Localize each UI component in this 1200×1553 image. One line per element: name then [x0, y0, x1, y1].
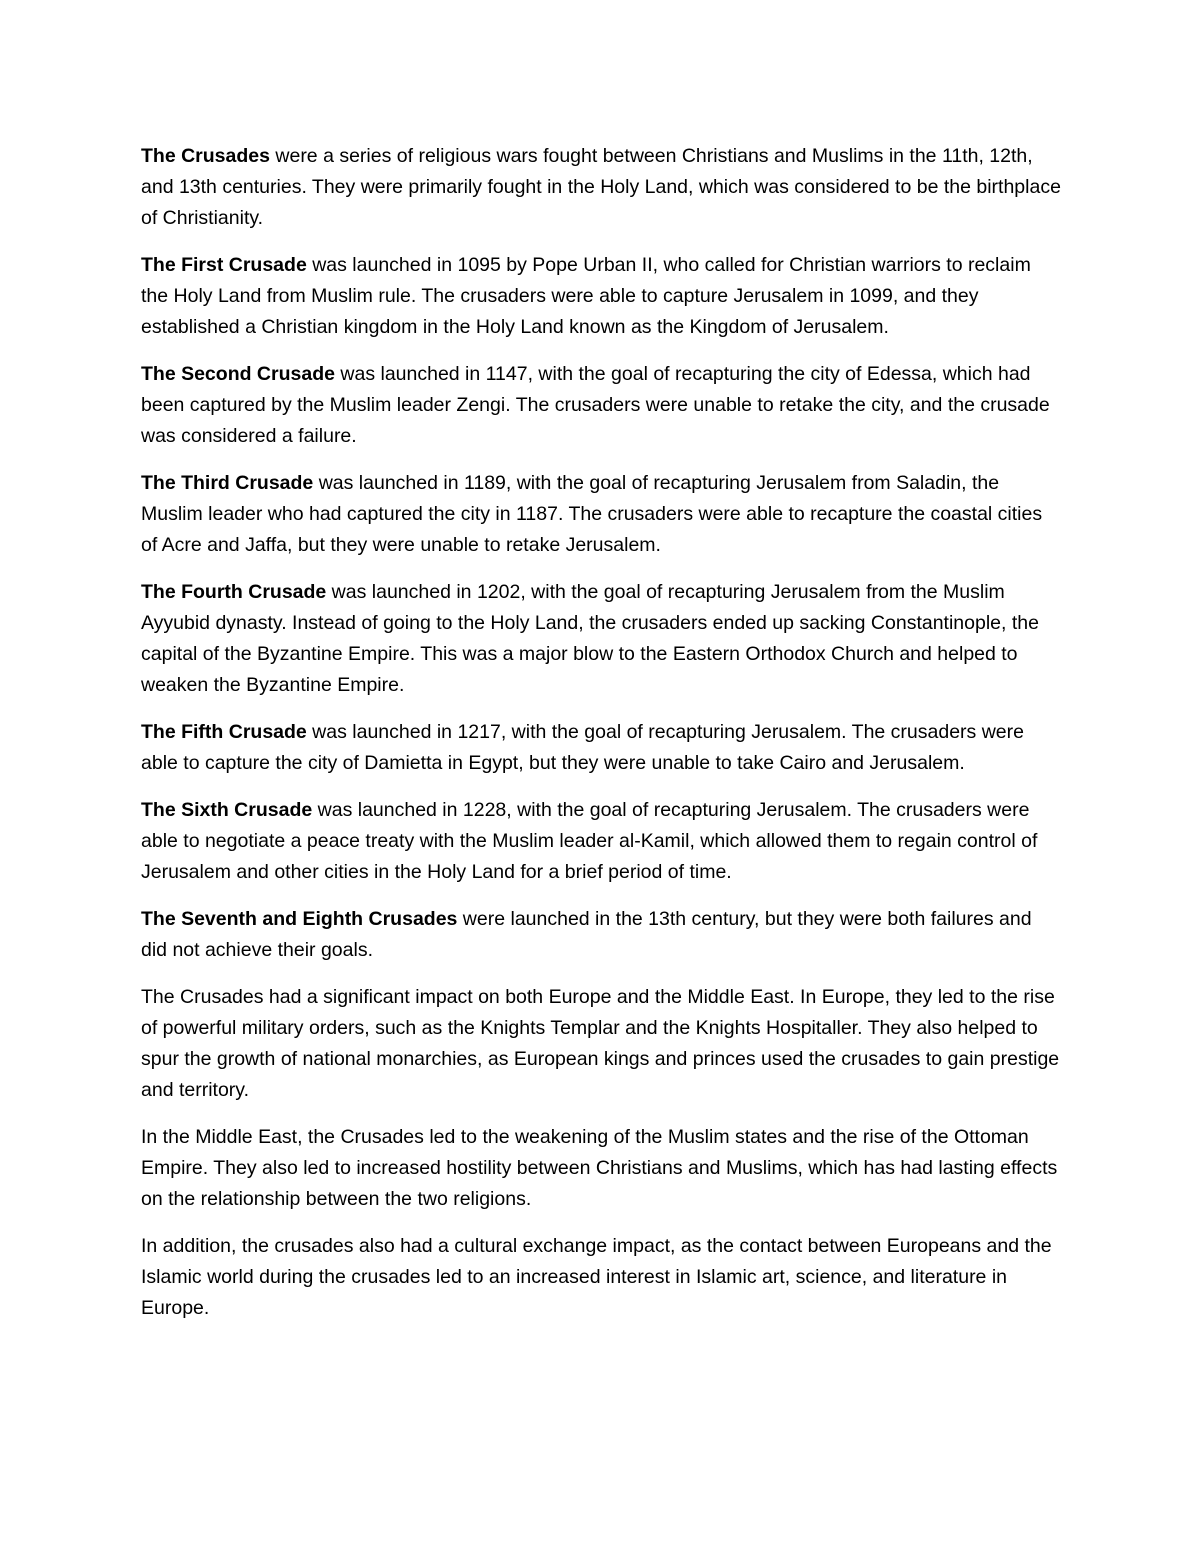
paragraph-fifth-crusade [141, 717, 1061, 779]
paragraph-lead: The Seventh and Eighth Crusades [141, 908, 458, 930]
paragraph-text: was launched in 1202, with the goal of recapturing Jerusalem from the Muslim Ayyubid dynasty. Instead of going to the Holy Land, the crusaders ended up sacking Constantinople, the capital of the Byzantine Empire. This was a major blow to the Eastern Orthodox Church and helped to weaken the Byzantine Empire. [141, 581, 1039, 696]
paragraph-text: was launched in 1217, with the goal of recapturing Jerusalem. The crusaders were able to capture the city of Damietta in Egypt, but they were unable to take Cairo and Jerusalem. [141, 721, 1024, 774]
paragraph-text: was launched in 1189, with the goal of recapturing Jerusalem from Saladin, the Muslim leader who had captured the city in 1187. The crusaders were able to recapture the coastal cities of Acre and Jaffa, but they were unable to retake Jerusalem. [141, 472, 1043, 556]
paragraph-impact-europe [141, 982, 1061, 1106]
paragraph-fourth-crusade [141, 577, 1061, 701]
paragraph-lead: The Second Crusade [141, 363, 335, 385]
paragraph-text: were launched in the 13th century, but they were both failures and did not achieve their goals. [141, 908, 1032, 961]
paragraph-text: The Crusades had a significant impact on both Europe and the Middle East. In Europe, they led to the rise of powerful military orders, such as the Knights Templar and the Knights Hospitaller. They also helped to spur the growth of national monarchies, as European kings and princes used the crusades to gain prestige and territory. [141, 986, 1060, 1101]
paragraph-text: In addition, the crusades also had a cultural exchange impact, as the contact between Europeans and the Islamic world during the crusades led to an increased interest in Islamic art, science, and literature in Europe. [141, 1235, 1052, 1319]
paragraph-text: was launched in 1228, with the goal of recapturing Jerusalem. The crusaders were able to negotiate a peace treaty with the Muslim leader al-Kamil, which allowed them to regain control of Jerusalem and other cities in the Holy Land for a brief period of time. [141, 799, 1038, 883]
paragraph-impact-middle-east [141, 1122, 1061, 1215]
paragraph-crusades-intro [141, 141, 1061, 234]
paragraph-text: In the Middle East, the Crusades led to the weakening of the Muslim states and the rise of the Ottoman Empire. They also led to increased hostility between Christians and Muslims, which has had lasting effects on the relationship between the two religions. [141, 1126, 1058, 1210]
paragraph-text: were a series of religious wars fought between Christians and Muslims in the 11th, 12th, and 13th centuries. They were primarily fought in the Holy Land, which was considered to be the birthplace of Christianity. [141, 145, 1061, 229]
paragraph-lead: The Sixth Crusade [141, 799, 313, 821]
paragraph-third-crusade [141, 468, 1061, 561]
paragraph-lead: The Fourth Crusade [141, 581, 327, 603]
paragraph-text: was launched in 1095 by Pope Urban II, who called for Christian warriors to reclaim the Holy Land from Muslim rule. The crusaders were able to capture Jerusalem in 1099, and they established a Christian kingdom in the Holy Land known as the Kingdom of Jerusalem. [141, 254, 1031, 338]
paragraph-lead: The Crusades [141, 145, 270, 167]
paragraph-cultural-exchange [141, 1231, 1061, 1324]
paragraph-sixth-crusade [141, 795, 1061, 888]
document-page [141, 141, 1061, 1340]
paragraph-lead: The Fifth Crusade [141, 721, 307, 743]
paragraph-seventh-eighth-crusades [141, 904, 1061, 966]
paragraph-lead: The First Crusade [141, 254, 307, 276]
paragraph-lead: The Third Crusade [141, 472, 314, 494]
paragraph-second-crusade [141, 359, 1061, 452]
paragraph-first-crusade [141, 250, 1061, 343]
paragraph-text: was launched in 1147, with the goal of recapturing the city of Edessa, which had been captured by the Muslim leader Zengi. The crusaders were unable to retake the city, and the crusade was considered a failure. [141, 363, 1050, 447]
